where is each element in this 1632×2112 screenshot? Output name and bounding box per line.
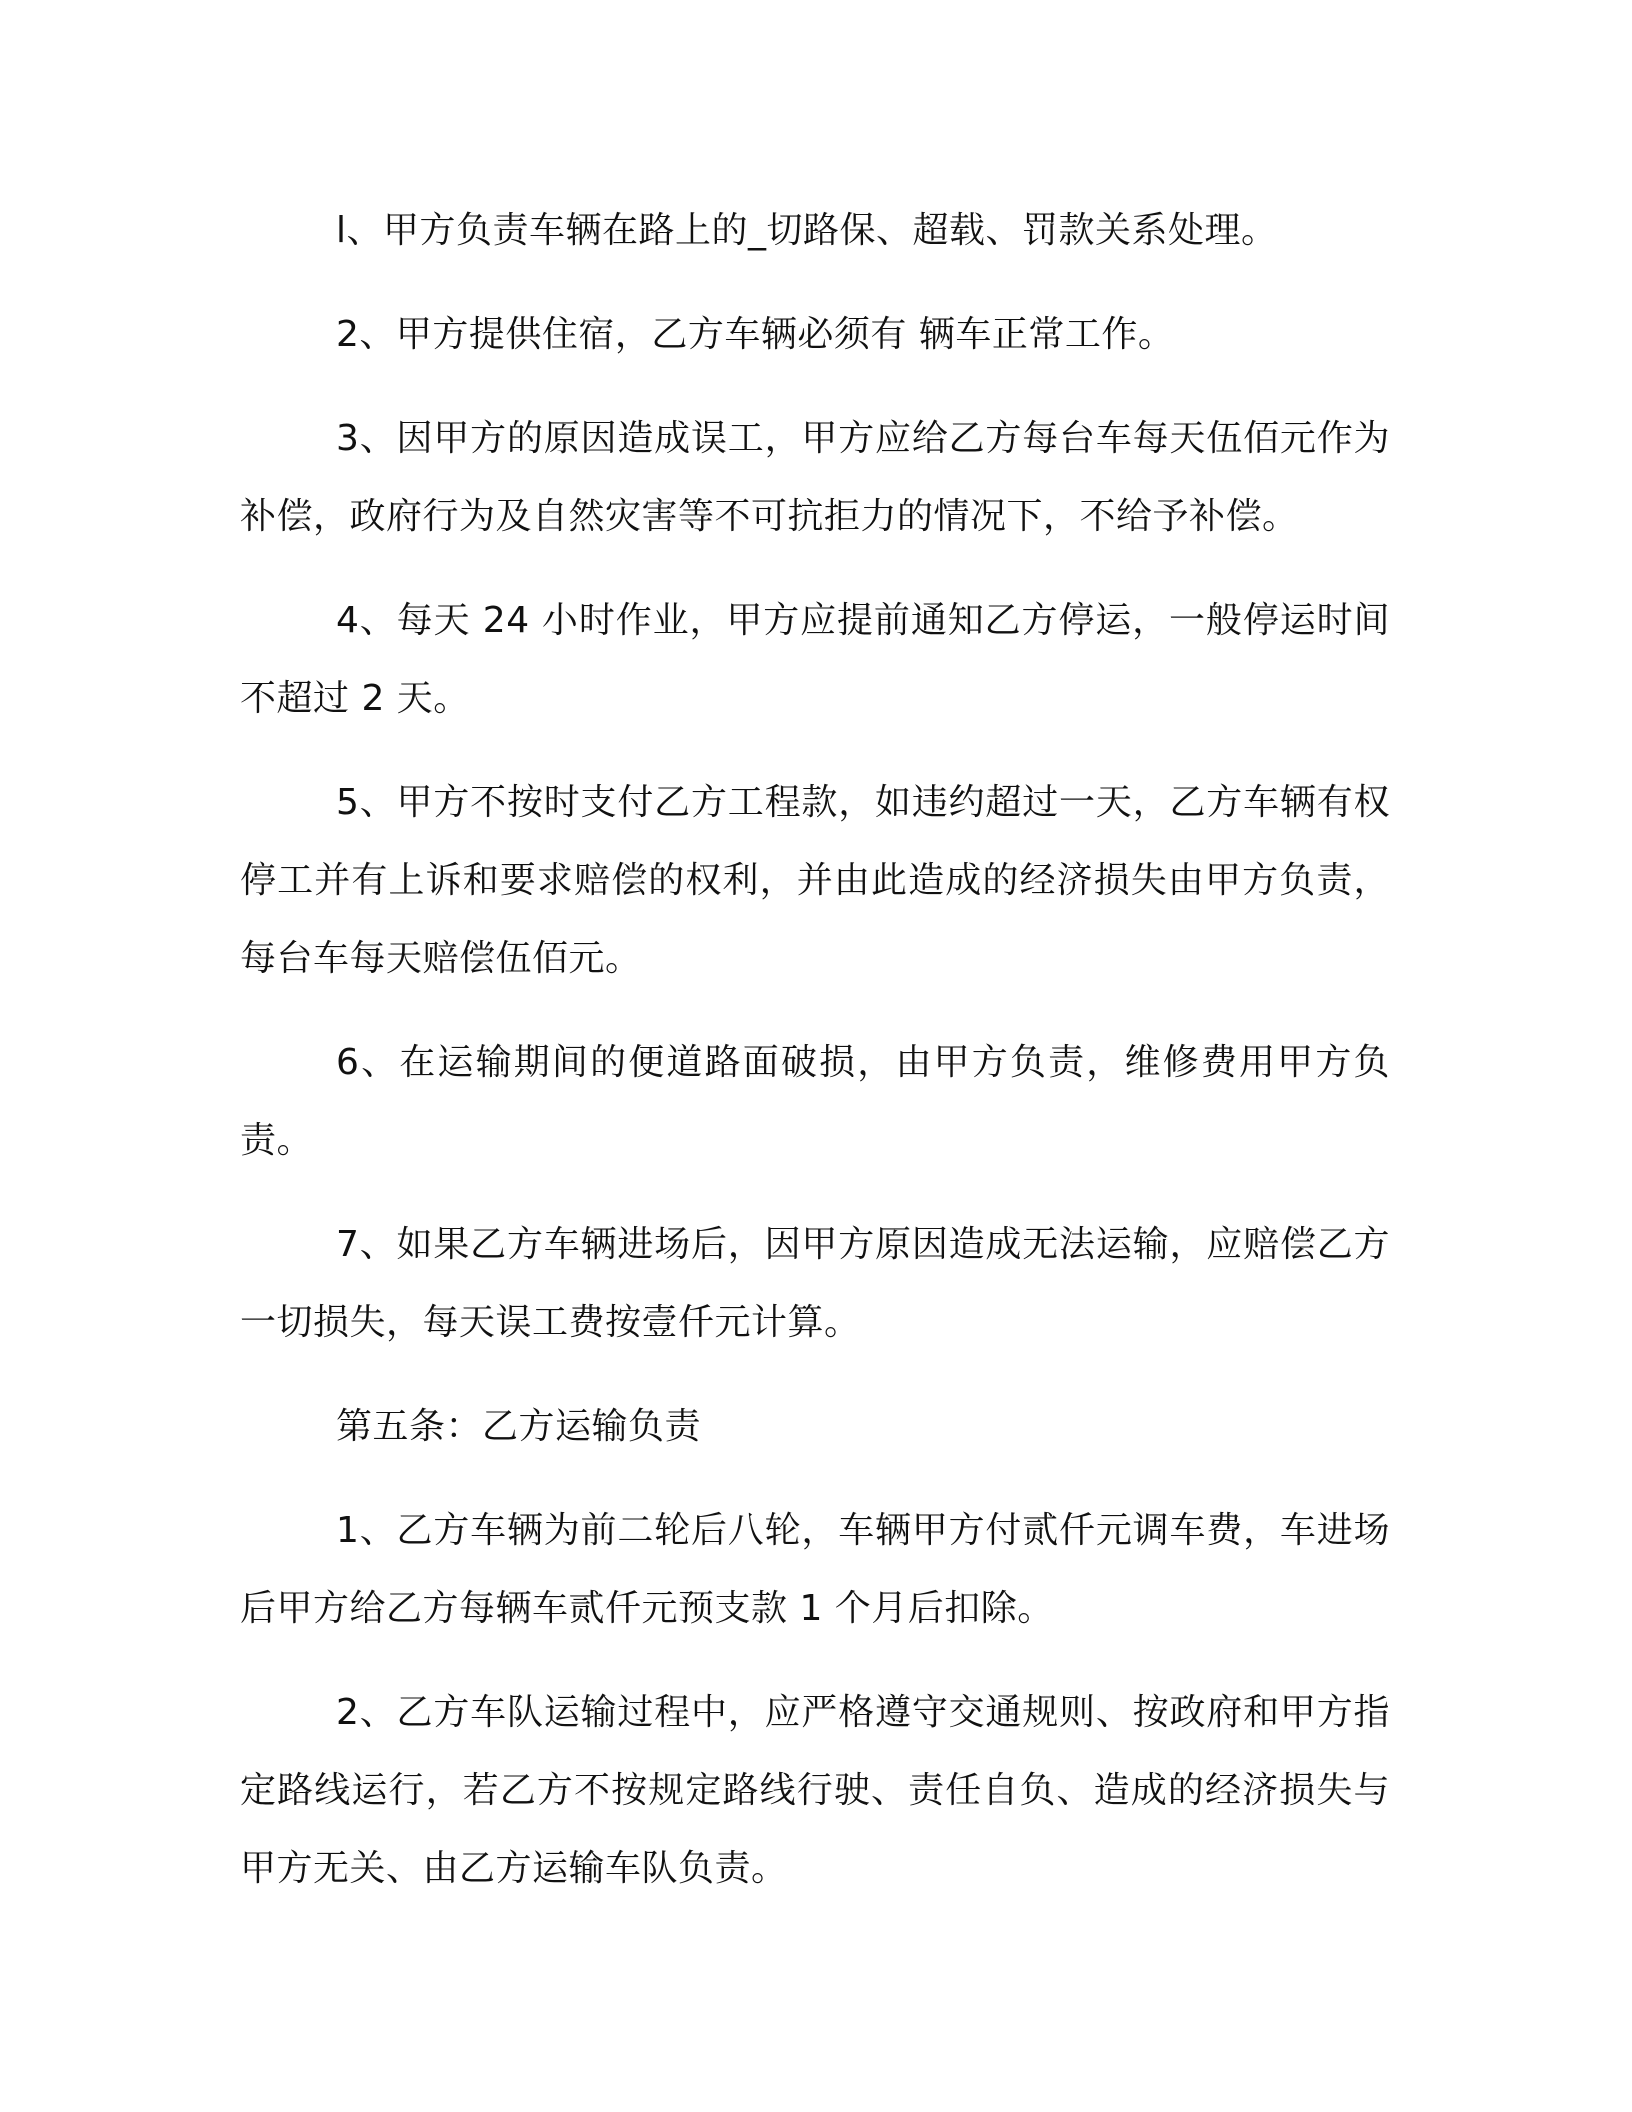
document-page [240, 192, 1390, 1934]
paragraph-clause-3: 3、因甲方的原因造成误工，甲方应给乙方每台车每天伍佰元作为补偿，政府行为及自然灾害等不可抗拒力的情况下，不给予补偿。 [240, 418, 1390, 537]
paragraph-article-5-clause-2: 2、乙方车队运输过程中，应严格遵守交通规则、按政府和甲方指定路线运行，若乙方不按规定路线行驶、责任自负、造成的经济损失与甲方无关、由乙方运输车队负责。 [240, 1692, 1390, 1889]
paragraph-clause-1: l、甲方负责车辆在路上的_切路保、超载、罚款关系处理。 [336, 210, 1278, 251]
section-heading-article-5: 第五条：乙方运输负责 [336, 1406, 702, 1447]
paragraph-article-5-clause-1: 1、乙方车辆为前二轮后八轮，车辆甲方付贰仟元调车费，车进场后甲方给乙方每辆车贰仟元预支款 1 个月后扣除。 [240, 1510, 1390, 1629]
paragraph-clause-4: 4、每天 24 小时作业，甲方应提前通知乙方停运，一般停运时间不超过 2 天。 [240, 600, 1390, 719]
paragraph-clause-7: 7、如果乙方车辆进场后，因甲方原因造成无法运输，应赔偿乙方一切损失，每天误工费按壹仟元计算。 [240, 1224, 1390, 1343]
paragraph-clause-5: 5、甲方不按时支付乙方工程款，如违约超过一天，乙方车辆有权停工并有上诉和要求赔偿的权利，并由此造成的经济损失由甲方负责，每台车每天赔偿伍佰元。 [240, 782, 1390, 979]
paragraph-clause-6: 6、在运输期间的便道路面破损，由甲方负责，维修费用甲方负责。 [240, 1042, 1390, 1161]
paragraph-clause-2: 2、甲方提供住宿，乙方车辆必须有 辆车正常工作。 [336, 314, 1175, 355]
